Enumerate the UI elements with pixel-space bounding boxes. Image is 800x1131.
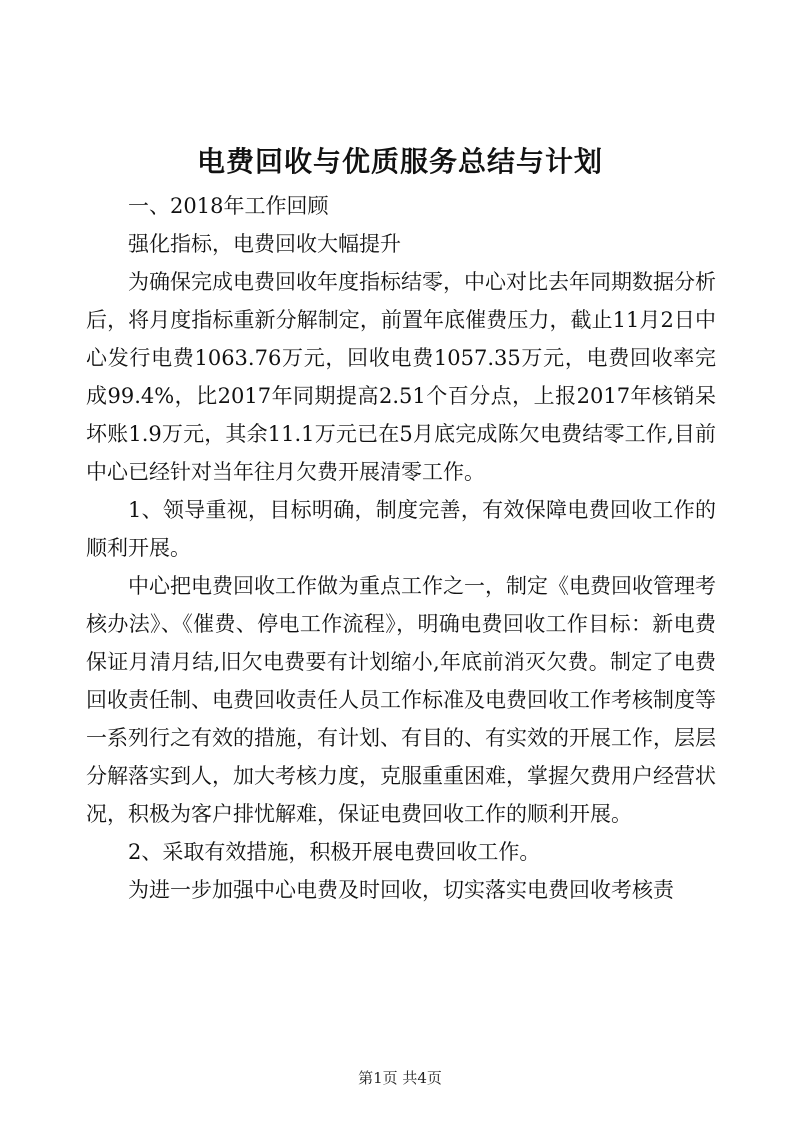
body-paragraph: 中心把电费回收工作做为重点工作之一，制定《电费回收管理考核办法》、《催费、停电工作流程》，明确电费回收工作目标：新电费保证月清月结,旧欠电费要有计划缩小,年底前消灭欠费。制定了电费回收责任制、电费回收责任人员工作标准及电费回收工作考核制度等一系列行之有效的措施，有计划、有目的、有实效的开展工作，层层分解落实到人，加大考核力度，克服重重困难，掌握欠费用户经营状况，积极为客户排忧解难，保证电费回收工作的顺利开展。 bbox=[86, 574, 716, 826]
subsection-heading: 强化指标，电费回收大幅提升 bbox=[128, 232, 401, 256]
document-title: 电费回收与优质服务总结与计划 bbox=[196, 145, 603, 178]
section-heading: 一、2018年工作回顾 bbox=[128, 194, 329, 218]
body-paragraph: 为确保完成电费回收年度指标结零，中心对比去年同期数据分析后，将月度指标重新分解制定，前置年底催费压力，截止11月2日中心发行电费1063.76万元，回收电费1057.35万元，电费回收率完成99.4%，比2017年同期提高2.51个百分点，上报2017年核销呆坏账1.9万元，其余11.1万元已在5月底完成陈欠电费结零工作,目前中心已经针对当年往月欠费开展清零工作。 bbox=[86, 270, 716, 484]
body-paragraph: 为进一步加强中心电费及时回收，切实落实电费回收考核责 bbox=[128, 878, 674, 902]
numbered-heading: 2、采取有效措施，积极开展电费回收工作。 bbox=[128, 840, 541, 864]
document-body bbox=[86, 187, 716, 909]
page-footer: 第1页 共4页 bbox=[358, 1069, 442, 1087]
numbered-heading: 1、领导重视，目标明确，制度完善，有效保障电费回收工作的顺利开展。 bbox=[86, 498, 716, 560]
